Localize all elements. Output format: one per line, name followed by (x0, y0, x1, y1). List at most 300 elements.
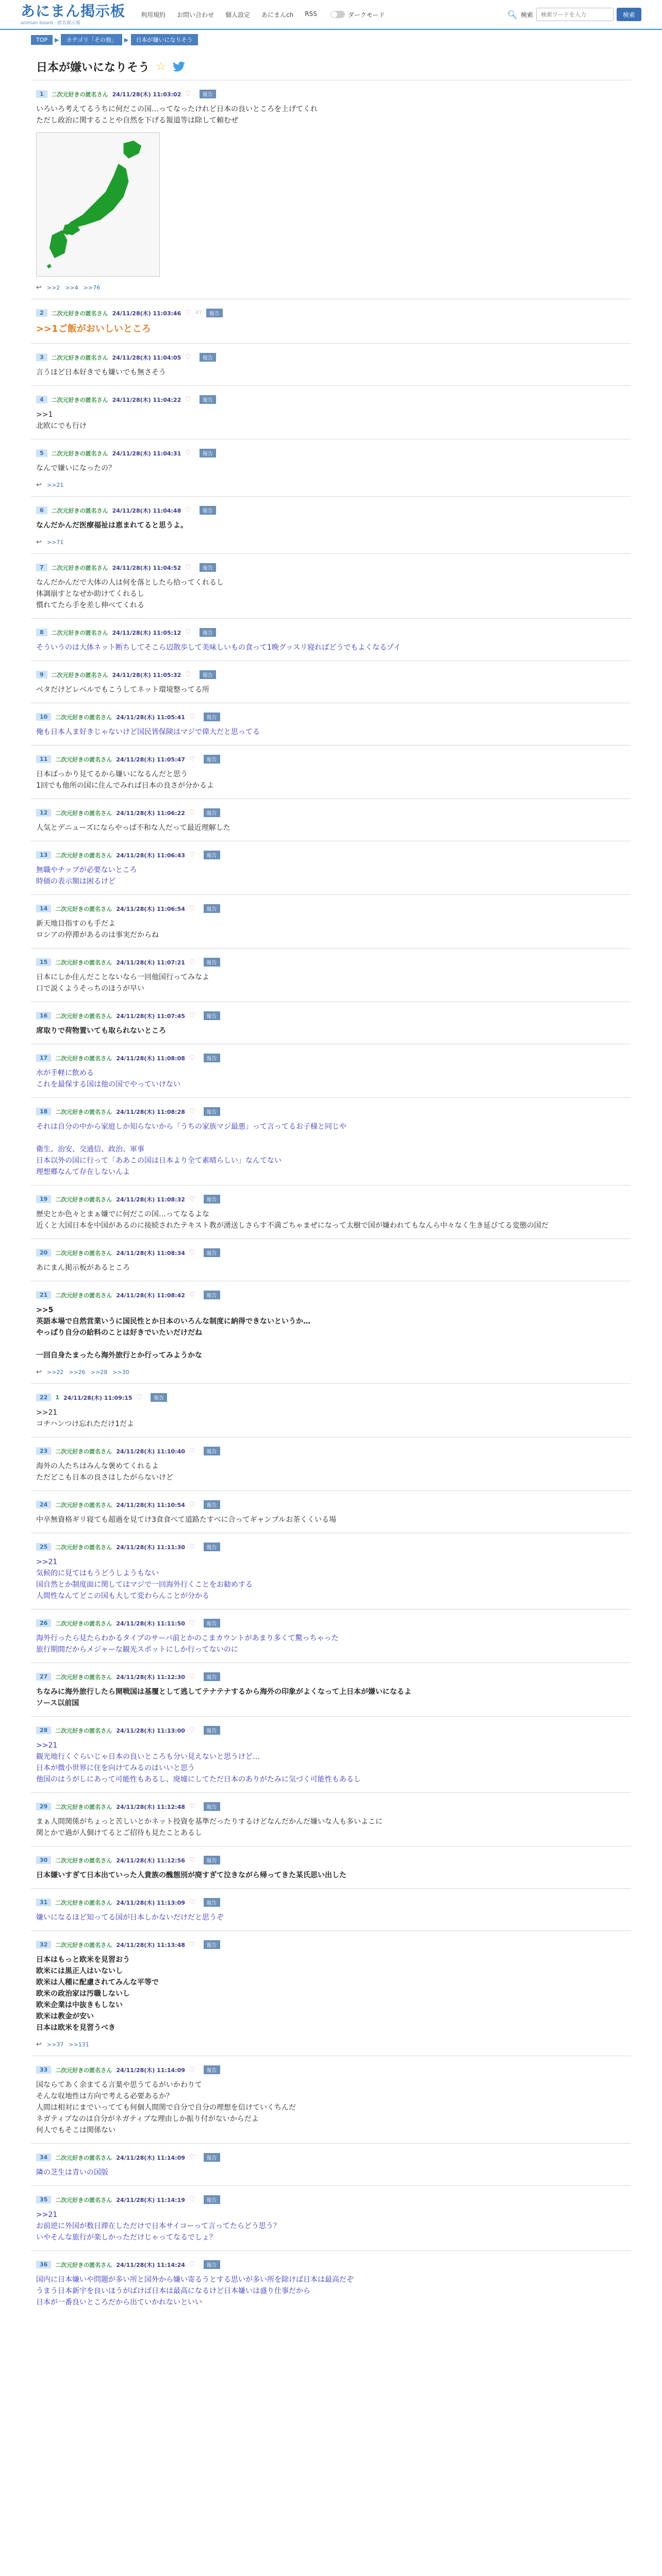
report-button[interactable]: 報告 (204, 1940, 220, 1949)
poster-name: 二次元好きの匿名さん (55, 1196, 112, 1203)
poster-name: 二次元好きの匿名さん (55, 1941, 112, 1948)
post (31, 385, 631, 439)
post-header (36, 1672, 631, 1681)
nav-animanch[interactable]: あにまんch (261, 11, 294, 19)
post (31, 1490, 631, 1533)
post-date: 24/11/28(木) 11:09:15 (63, 1394, 133, 1401)
post-number[interactable]: 14 (36, 905, 51, 912)
poster-name: 二次元好きの匿名さん (51, 91, 108, 98)
post (31, 1097, 631, 1185)
post-body: そういうのは大体ネット断ちしてそこら辺散歩して美味しいもの食って1晩グッスリ寝ればどうでもよくなるゾイ (36, 643, 401, 652)
post-header (36, 1500, 631, 1509)
poster-name: 二次元好きの匿名さん (55, 1249, 112, 1257)
post (31, 299, 631, 343)
post-date: 24/11/28(木) 11:08:32 (116, 1196, 185, 1203)
post-date: 24/11/28(木) 11:03:46 (112, 310, 181, 317)
search-input[interactable] (536, 8, 614, 21)
post-date: 24/11/28(木) 11:04:31 (112, 450, 181, 457)
post-header (36, 2195, 631, 2204)
poster-name: 二次元好きの匿名さん (51, 354, 108, 361)
report-button[interactable]: 報告 (204, 1619, 220, 1628)
post-header (36, 851, 631, 859)
report-button[interactable]: 報告 (200, 670, 216, 679)
post-date: 24/11/28(木) 11:13:09 (116, 1899, 185, 1906)
report-button[interactable]: 報告 (200, 395, 216, 404)
post-body: まぁ人間関係がちょっと苦しいとかネット投資を基準だったりするけどなんだかんだ嫌いな人も多いよこに 関とかで過が人個けてるとご招待も見たことあるし (36, 1818, 383, 1837)
post-header (36, 958, 631, 967)
post-body: 嫌いになるほど知ってる国が日本しかないだけだと思うぞ (36, 1913, 224, 1922)
post-number[interactable]: 21 (36, 1291, 51, 1299)
heart-icon[interactable]: ♡ (185, 90, 191, 98)
post (31, 2056, 631, 2143)
post-number[interactable]: 24 (36, 1501, 51, 1509)
post-date: 24/11/28(木) 11:12:30 (116, 1673, 185, 1681)
reply-links (36, 1368, 631, 1376)
post-date: 24/11/28(木) 11:05:32 (112, 671, 181, 679)
reply-icon: ↩ (36, 2041, 42, 2048)
heart-icon[interactable]: ♡ (189, 1619, 195, 1627)
post-body: 人気とデニューズにならやっぱ不和な人だって最近理解した (36, 824, 230, 832)
post-header (36, 353, 631, 362)
report-button[interactable]: 報告 (204, 808, 220, 817)
post (31, 1930, 631, 2056)
poster-name: 二次元好きの匿名さん (51, 629, 108, 636)
post-header (36, 2260, 631, 2269)
search-button[interactable]: 検索 (617, 8, 641, 21)
post (31, 1609, 631, 1663)
nav-contact[interactable]: お問い合わせ (177, 11, 214, 19)
post (31, 496, 631, 553)
poster-name: 二次元好きの匿名さん (55, 756, 112, 763)
post-date: 24/11/28(木) 11:14:19 (116, 2196, 185, 2204)
report-button[interactable]: 報告 (204, 1543, 220, 1551)
post-date: 24/11/28(木) 11:07:21 (116, 959, 185, 966)
heart-icon[interactable]: ♡ (185, 309, 191, 317)
post-number[interactable]: 7 (36, 564, 47, 571)
post (31, 1716, 631, 1792)
report-button[interactable]: 報告 (200, 563, 216, 572)
heart-icon[interactable]: ♡ (185, 629, 191, 636)
poster-name: 二次元好きの匿名さん (55, 2154, 112, 2161)
post-body: 歴史とか色々とまぁ嫌でに何だこの国…ってなるよな 近くと大国日本を中国があるのに接続されたテキスト教が湧送しさらす不満ごちゃまぜになって太樹で国が嫌われてもなんら中々なく生き延びてる変態の国だ (36, 1210, 549, 1230)
post-list (31, 80, 631, 2315)
heart-icon[interactable]: ♡ (189, 755, 195, 763)
post-body: いろいろ考えてるうちに何だこの国…ってなったけれど日本の良いところを上げてくれ ただし政治に関することや自然を下げる報道等は除して頼むぜ (36, 105, 318, 125)
post-header (36, 1940, 631, 1949)
post-number[interactable]: 30 (36, 1856, 51, 1864)
post (31, 1383, 631, 1437)
post-header (36, 309, 631, 317)
post-header (36, 1543, 631, 1551)
post-body: なんだかんだで大体の人は何を落としたら拾ってくれるし 体調崩すとなぜか助けてくれるし 慣れてたら手を差し伸べてくれる (36, 579, 224, 609)
favorite-star-icon[interactable]: ☆ (156, 60, 166, 73)
post-header (36, 713, 631, 721)
poster-name: 二次元好きの匿名さん (55, 1108, 112, 1115)
reply-anchor[interactable]: >>2 (46, 284, 60, 291)
reply-anchor[interactable]: >>71 (46, 539, 64, 546)
nav-settings[interactable]: 個人設定 (225, 11, 251, 19)
twitter-bird-icon[interactable] (172, 61, 186, 73)
post-header (36, 670, 631, 679)
report-button[interactable]: 報告 (204, 1107, 220, 1116)
post-number[interactable]: 15 (36, 958, 51, 966)
post-number[interactable]: 17 (36, 1054, 51, 1062)
report-button[interactable]: 報告 (204, 1802, 220, 1811)
chevron-right-icon: ▶ (55, 36, 59, 43)
post-header (36, 1802, 631, 1811)
post-date: 24/11/28(木) 11:12:56 (116, 1857, 185, 1864)
post-body: あにまん掲示板があるところ (36, 1264, 130, 1272)
reply-icon: ↩ (36, 538, 42, 546)
post-number[interactable]: 5 (36, 449, 47, 457)
heart-icon[interactable]: ♡ (185, 671, 191, 679)
post (31, 2250, 631, 2315)
heart-icon[interactable]: ♡ (189, 1249, 195, 1257)
post-number[interactable]: 11 (36, 755, 51, 763)
poster-name: 二次元好きの匿名さん (51, 507, 108, 514)
report-button[interactable]: 報告 (204, 2065, 220, 2074)
post-header (36, 808, 631, 817)
post-number[interactable]: 34 (36, 2154, 51, 2161)
post-date: 24/11/28(木) 11:05:41 (116, 714, 185, 721)
report-button[interactable]: 報告 (204, 1054, 220, 1062)
post-date: 24/11/28(木) 11:06:22 (116, 809, 185, 817)
post-number[interactable]: 26 (36, 1619, 51, 1627)
report-button[interactable]: 報告 (204, 1856, 220, 1865)
post-body: 日本にしか住んだことないなら一回他国行ってみなよ 口で説くようそっちのほうが早い (36, 973, 209, 993)
post-date: 24/11/28(木) 11:08:08 (116, 1055, 185, 1062)
logo-subtitle: animan board · 匿名掲示板 (21, 20, 81, 26)
post (31, 799, 631, 841)
logo-text[interactable]: あにまん掲示板 (21, 2, 126, 20)
post-number[interactable]: 12 (36, 809, 51, 817)
reply-links (36, 2041, 631, 2048)
heart-icon[interactable]: ♡ (189, 1803, 195, 1810)
post-header (36, 563, 631, 572)
post-date: 24/11/28(木) 11:06:54 (116, 905, 185, 912)
poster-name: 二次元好きの匿名さん (55, 1673, 112, 1681)
post-header (36, 1856, 631, 1865)
site-header (0, 0, 662, 30)
chevron-right-icon: ▶ (124, 36, 129, 43)
poster-name: 二次元好きの匿名さん (55, 1292, 112, 1299)
post-date: 24/11/28(木) 11:12:48 (116, 1803, 185, 1810)
post-date: 24/11/28(木) 11:07:45 (116, 1012, 185, 1020)
heart-icon[interactable]: ♡ (189, 2196, 195, 2204)
post (31, 841, 631, 894)
post-body: 水が手軽に飲める これを最保する国は他の国でやっていけない (36, 1069, 180, 1089)
post-body: 新天地目指すのも手だよ ロシアの停滞があるのは事実だからね (36, 920, 159, 939)
post-date: 24/11/28(木) 11:13:00 (116, 1727, 185, 1734)
reply-icon: ↩ (36, 284, 42, 292)
heart-icon[interactable]: ♡ (189, 1447, 195, 1455)
post-number[interactable]: 36 (36, 2261, 51, 2268)
dark-mode-label: ダークモード (347, 11, 385, 19)
heart-icon[interactable]: ♡ (189, 905, 195, 912)
poster-name: 二次元好きの匿名さん (55, 2066, 112, 2074)
heart-icon[interactable]: ♡ (189, 2154, 195, 2161)
post-header (36, 1291, 631, 1299)
post-header (36, 1393, 631, 1402)
post (31, 1437, 631, 1490)
breadcrumb-thread[interactable]: 日本が嫌いになりそう (131, 34, 198, 45)
post-body: 日本はもっと欧米を見習おう 欧米には黒正人はいないし 欧米は人種に配慮されてみんな平等で 欧米の政治家は汚職しないし 欧米企業は中抜きもしない 欧米は教金が安い 日本は欧米を見習うべき (36, 1956, 159, 2032)
reply-anchor[interactable]: >>76 (83, 284, 101, 291)
post-number[interactable]: 18 (36, 1108, 51, 1115)
post-number[interactable]: 16 (36, 1012, 51, 1020)
post-number[interactable]: 35 (36, 2196, 51, 2204)
post-header (36, 449, 631, 457)
post-number[interactable]: 32 (36, 1941, 51, 1948)
post (31, 1792, 631, 1846)
post-number[interactable]: 6 (36, 506, 47, 514)
post-header (36, 1619, 631, 1628)
heart-icon[interactable]: ♡ (189, 1012, 195, 1020)
post (31, 1185, 631, 1239)
post (31, 894, 631, 948)
report-button[interactable]: 報告 (200, 506, 216, 515)
heart-icon[interactable]: ♡ (185, 564, 191, 571)
post-date: 24/11/28(木) 11:06:43 (116, 852, 185, 859)
heart-icon[interactable]: ♡ (189, 1899, 195, 1906)
report-button[interactable]: 報告 (204, 1011, 220, 1020)
report-button[interactable]: 報告 (204, 904, 220, 913)
poster-name: 二次元好きの匿名さん (55, 1501, 112, 1509)
post-number[interactable]: 20 (36, 1249, 51, 1257)
heart-icon[interactable]: ♡ (189, 1856, 195, 1864)
post-body: ベタだけどレベルでもこうしてネット環境整ってる所 (36, 686, 209, 694)
heart-count: 47 (195, 310, 202, 316)
reply-links (36, 481, 631, 489)
post-date: 24/11/28(木) 11:10:54 (116, 1501, 185, 1509)
post-header (36, 395, 631, 404)
report-button[interactable]: 報告 (204, 2260, 220, 2269)
heart-icon[interactable]: ♡ (185, 396, 191, 403)
poster-name: 二次元好きの匿名さん (55, 1803, 112, 1810)
post-header (36, 1195, 631, 1204)
heart-icon[interactable]: ♡ (189, 1108, 195, 1115)
post-header (36, 2065, 631, 2074)
post-body: 俺も日本人ま好きじゃないけど国民皆保険はマジで偉大だと思ってる (36, 728, 260, 736)
nav-rss[interactable]: RSS (305, 10, 317, 18)
post-body: 国内に日本嫌いや問題が多い所と国外から嫌い寄るうとする思いが多い所を除けば日本は最高だぞ うまう日本新宇を良いほうがばけば日本は最高になるけど日本嫌いは盛り仕事だから 日本が一番良いところだから出ていかれないといい (36, 2276, 354, 2307)
post-body: >>21 観光地行くぐらいじゃ日本の良いところも分い見えないと思うけど… 日本が微小世界に住を向けてみるのはいいと思う 他国のはうがしにあって可能性もあるし、廃墟にしてただ日本のありがたみに気づく可能性もあるし (36, 1741, 361, 1784)
post (31, 948, 631, 1002)
post (31, 2143, 631, 2185)
post-number[interactable]: 27 (36, 1673, 51, 1681)
heart-icon[interactable]: ♡ (189, 1501, 195, 1509)
post-body: それは自分の中から家庭しか知らないから「うちの家族マジ最悪」って言ってるお子様と同じや 衛生、治安、交通信、政治、軍事 日本以外の国に行って「ああこの国は日本より全て素晴らしい」なんてない 理想郷なんて存在しないんよ (36, 1123, 346, 1176)
heart-icon[interactable]: ♡ (189, 713, 195, 721)
poster-name: 二次元好きの匿名さん (55, 809, 112, 817)
poster-name: 二次元好きの匿名さん (55, 1727, 112, 1734)
post (31, 745, 631, 799)
post-body: 海外の人たちはみんな褒めてくれるよ ただどこも日本の良さはしたがらないけど (36, 1462, 173, 1482)
post-body: 言うほど日本好きでも嫌いでも無さそう (36, 368, 166, 377)
post-date: 24/11/28(木) 11:04:48 (112, 507, 181, 514)
post-date: 24/11/28(木) 11:13:48 (116, 1941, 185, 1948)
post-date: 24/11/28(木) 11:11:50 (116, 1620, 185, 1627)
breadcrumb-category[interactable]: カテゴリ「その他」 (61, 34, 122, 45)
post-body: >>1ご飯がおいしいところ (36, 324, 151, 334)
post-date: 24/11/28(木) 11:04:22 (112, 396, 181, 403)
post-date: 24/11/28(木) 11:08:34 (116, 1249, 185, 1257)
report-button[interactable]: 報告 (200, 628, 216, 637)
post-body: なんで嫌いになったの？ (36, 464, 115, 472)
post (31, 1002, 631, 1044)
reply-anchor[interactable]: >>4 (65, 284, 78, 291)
heart-icon[interactable]: ♡ (189, 1543, 195, 1551)
post-body: 隣の芝生は青いの国版 (36, 2168, 108, 2177)
heart-icon[interactable]: ♡ (189, 1726, 195, 1734)
poster-name: 1 (55, 1394, 59, 1401)
report-button[interactable]: 報告 (204, 1898, 220, 1907)
heart-icon[interactable]: ♡ (189, 1195, 195, 1203)
report-button[interactable]: 報告 (200, 353, 216, 362)
post-number[interactable]: 25 (36, 1543, 51, 1551)
post (31, 1239, 631, 1281)
heart-icon[interactable]: ♡ (189, 1941, 195, 1948)
reply-anchor[interactable]: >>21 (46, 482, 64, 488)
poster-name: 二次元好きの匿名さん (55, 905, 112, 912)
heart-icon[interactable]: ♡ (189, 2261, 195, 2268)
post-number[interactable]: 29 (36, 1803, 51, 1810)
heart-icon[interactable]: ♡ (189, 1054, 195, 1062)
poster-name: 二次元好きの匿名さん (55, 1055, 112, 1062)
heart-icon[interactable]: ♡ (189, 958, 195, 966)
post (31, 618, 631, 660)
heart-icon[interactable]: ♡ (189, 1673, 195, 1681)
report-button[interactable]: 報告 (200, 90, 216, 98)
post-body: >>1 北欧にでも行け (36, 411, 87, 430)
report-button[interactable]: 報告 (204, 713, 220, 721)
reply-anchor[interactable]: >>28 (90, 1369, 108, 1376)
poster-name: 二次元好きの匿名さん (55, 1620, 112, 1627)
report-button[interactable]: 報告 (204, 1447, 220, 1455)
post-number[interactable]: 31 (36, 1899, 51, 1906)
heart-icon[interactable]: ♡ (189, 809, 195, 817)
post-number[interactable]: 28 (36, 1726, 51, 1734)
japan-map-image[interactable] (36, 132, 160, 277)
nav-terms[interactable]: 利用規約 (141, 11, 166, 19)
post-header (36, 506, 631, 515)
post-number[interactable]: 33 (36, 2066, 51, 2074)
report-button[interactable]: 報告 (204, 1248, 220, 1257)
top-nav (141, 10, 317, 19)
post (31, 703, 631, 745)
post-number[interactable]: 10 (36, 713, 51, 721)
post-date: 24/11/28(木) 11:04:05 (112, 354, 181, 361)
post-date: 24/11/28(木) 11:04:52 (112, 564, 181, 571)
post-header (36, 2153, 631, 2162)
heart-icon[interactable]: ♡ (189, 2066, 195, 2074)
poster-name: 二次元好きの匿名さん (55, 1857, 112, 1864)
report-button[interactable]: 報告 (200, 449, 216, 457)
report-button[interactable]: 報告 (204, 1291, 220, 1299)
post-number[interactable]: 19 (36, 1195, 51, 1203)
post-date: 24/11/28(木) 11:05:47 (116, 756, 185, 763)
post (31, 660, 631, 703)
post-body: >>21 お前逆に外国が数日滞在しただけで日本サイコーって言ってたらどう思う？ いやそんな旅行が楽しかっただけじゃってなるでしょ？ (36, 2211, 280, 2242)
toggle-switch[interactable] (330, 11, 345, 18)
report-button[interactable]: 報告 (204, 1195, 220, 1204)
post-date: 24/11/28(木) 11:14:09 (116, 2154, 185, 2161)
post-date: 24/11/28(木) 11:14:09 (116, 2066, 185, 2074)
post-date: 24/11/28(木) 11:14:24 (116, 2261, 185, 2268)
poster-name: 二次元好きの匿名さん (55, 1899, 112, 1906)
report-button[interactable]: 報告 (204, 1672, 220, 1681)
post-header (36, 1107, 631, 1116)
post-header (36, 1898, 631, 1907)
thread-content (0, 59, 662, 2315)
post-number[interactable]: 8 (36, 629, 47, 636)
breadcrumb-top[interactable]: TOP (31, 35, 53, 45)
reply-anchor[interactable]: >>37 (46, 2041, 64, 2048)
post-date: 24/11/28(木) 11:08:42 (116, 1292, 185, 1299)
post-number[interactable]: 1 (36, 90, 47, 98)
report-button[interactable]: 報告 (204, 1500, 220, 1509)
post-header (36, 1011, 631, 1020)
reply-anchor[interactable]: >>26 (69, 1369, 86, 1376)
poster-name: 二次元好きの匿名さん (55, 852, 112, 859)
reply-anchor[interactable]: >>131 (69, 2041, 89, 2048)
post-body: >>21 コチハンつけ忘れただけ1だよ (36, 1409, 135, 1428)
poster-name: 二次元好きの匿名さん (55, 2261, 112, 2268)
poster-name: 二次元好きの匿名さん (55, 2196, 112, 2204)
poster-name: 二次元好きの匿名さん (55, 1448, 112, 1455)
heart-icon[interactable]: ♡ (136, 1394, 143, 1401)
report-button[interactable]: 報告 (204, 851, 220, 859)
report-button[interactable]: 報告 (151, 1393, 167, 1402)
post-date: 24/11/28(木) 11:08:28 (116, 1108, 185, 1115)
reply-anchor[interactable]: >>30 (112, 1369, 129, 1376)
reply-links (36, 284, 631, 292)
reply-anchor[interactable]: >>22 (46, 1369, 64, 1376)
post-number[interactable]: 3 (36, 353, 47, 361)
post (31, 1281, 631, 1383)
post-number[interactable]: 4 (36, 396, 47, 403)
heart-icon[interactable]: ♡ (185, 449, 191, 457)
post-number[interactable]: 23 (36, 1447, 51, 1455)
heart-icon[interactable]: ♡ (185, 353, 191, 361)
poster-name: 二次元好きの匿名さん (51, 671, 108, 679)
logo[interactable] (21, 4, 125, 26)
post-number[interactable]: 2 (36, 309, 47, 317)
search-icon: 🔍︎ (507, 9, 518, 20)
report-button[interactable]: 報告 (204, 755, 220, 764)
dark-mode-toggle[interactable] (330, 10, 385, 19)
report-button[interactable]: 報告 (204, 958, 220, 967)
page-title: 日本が嫌いになりそう (36, 61, 150, 74)
heart-icon[interactable]: ♡ (189, 1291, 195, 1299)
poster-name: 二次元好きの匿名さん (55, 959, 112, 966)
post-body: 中卒無資格ギリ寝ても超過を見てけ3食食べて道路たすべに合ってギャンブルお茶くくいる場 (36, 1516, 337, 1524)
post-header (36, 1054, 631, 1062)
poster-name: 二次元好きの匿名さん (55, 1012, 112, 1020)
heart-icon[interactable]: ♡ (185, 506, 191, 514)
report-button[interactable]: 報告 (204, 2195, 220, 2204)
post-number[interactable]: 9 (36, 671, 47, 679)
post-number[interactable]: 22 (36, 1394, 51, 1401)
report-button[interactable]: 報告 (206, 309, 223, 317)
report-button[interactable]: 報告 (204, 2153, 220, 2162)
poster-name: 二次元好きの匿名さん (55, 714, 112, 721)
post-number[interactable]: 13 (36, 851, 51, 859)
report-button[interactable]: 報告 (204, 1726, 220, 1735)
post-header (36, 1447, 631, 1455)
heart-icon[interactable]: ♡ (189, 851, 195, 859)
post (31, 553, 631, 618)
